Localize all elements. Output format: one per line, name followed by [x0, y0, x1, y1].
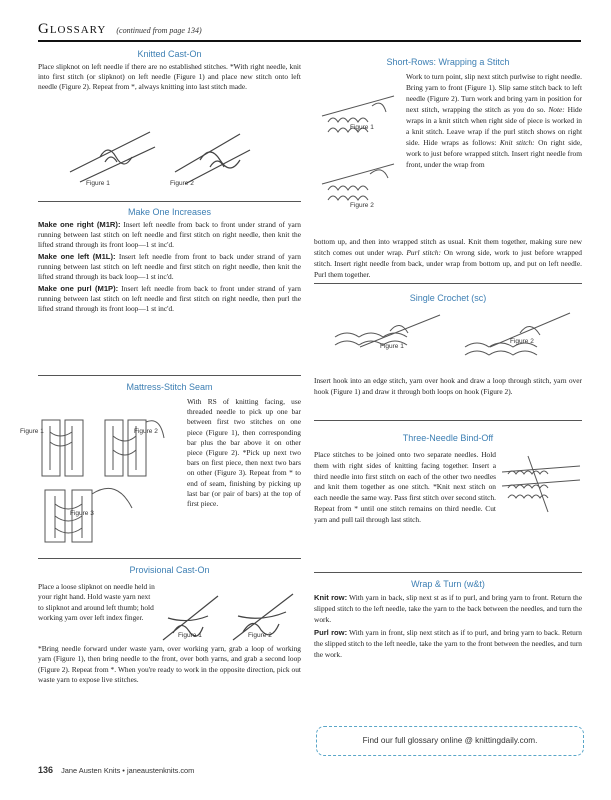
provisional-text-bottom: *Bring needle forward under waste yarn, over working yarn, grab a loop of working yarn (Figure 1), then bring needle to the front, over both yarns, and grab a second loop (Figure 2). Repeat from *. When you're ready to work in the opposite direction, pick out waste yarn to expose live stitches.: [38, 644, 301, 684]
page-footer: [38, 765, 194, 775]
section-wrap-turn: [314, 578, 582, 660]
section-title: Single Crochet (sc): [409, 293, 487, 303]
section-divider: [314, 283, 582, 284]
knit-row-label: Knit row:: [314, 593, 348, 602]
m1r-text: Insert left needle from back to front under strand of yarn running between last stitch on left needle and first stitch on right needle, then knit the lifted strand through its front loop—1 st inc'd.: [38, 220, 301, 249]
single-crochet-text: Insert hook into an edge stitch, yarn over hook and draw a loop through stitch, yarn over hook (Figure 1) and draw it through both loops on hook (Figure 2).: [314, 376, 582, 396]
glossary-online-link[interactable]: Find our full glossary online @ knittingdaily.com.: [316, 726, 584, 756]
section-make-one: [38, 206, 301, 314]
knit-row-paragraph: [314, 592, 582, 625]
continued-note: (continued from page 134): [116, 26, 202, 35]
purl-stitch-text: On wrong side, work to just before wrapped stitch. Insert right needle from back, under wrap from bottom up, and put on left needle. Purl them together.: [314, 248, 582, 279]
section-divider: [314, 420, 582, 421]
figure-label: Figure 3: [70, 510, 94, 517]
knit-stitch-text-b: bottom up, and then into wrapped stitch as usual. Knit them together, making sure new stitch comes out under wrap.: [314, 237, 582, 257]
section-divider: [38, 558, 301, 559]
section-mattress: [38, 381, 301, 393]
section-short-rows: [314, 56, 582, 68]
mattress-stitch-illustration: [20, 412, 185, 547]
figure-label: Figure 1: [178, 632, 202, 639]
purl-row-text: With yarn in front, slip next stitch as if to purl, and bring yarn to back. Return the slipped stitch to the left needle, take the yarn to the front between the needles, and turn the work.: [314, 628, 582, 659]
figure-label: Figure 2: [134, 428, 158, 435]
page-number: 136: [38, 765, 54, 775]
section-title: Wrap & Turn (w&t): [411, 579, 485, 589]
section-divider: [38, 375, 301, 376]
note-label: Note:: [548, 105, 565, 114]
m1p-paragraph: [38, 284, 301, 314]
figure-label: Figure 1: [86, 180, 110, 187]
purl-row-label: Purl row:: [314, 628, 348, 637]
section-single-crochet: [314, 292, 582, 304]
figure-label: Figure 2: [170, 180, 194, 187]
figure-label: Figure 1: [350, 124, 374, 131]
section-divider: [38, 201, 301, 202]
page-header: [38, 20, 578, 42]
m1l-label: Make one left (M1L):: [38, 252, 116, 261]
knit-stitch-label: Knit stitch:: [499, 138, 535, 147]
mattress-text: With RS of knitting facing, use threaded needle to pick up one bar between first two stitches on one piece (Figure 1), then corresponding bar plus the bar above it on other piece (Figure 2). *Pick up next two bars on first piece, then next two bars on other (Figure 3). Repeat from * to end of seam, finishing by picking up last bar (or pair of bars) at the top of first piece.: [187, 397, 301, 509]
section-provisional: [38, 564, 301, 576]
short-rows-text: [406, 71, 582, 170]
knit-row-text: With yarn in back, slip next st as if to purl, and bring yarn to front. Return the slipped stitch to the left needle, take the yarn to the back between the needles, and turn the work.: [314, 593, 583, 624]
figure-label: Figure 2: [350, 202, 374, 209]
section-divider: [314, 572, 582, 573]
section-knitted-cast-on: [38, 48, 301, 92]
figure-label: Figure 1: [380, 343, 404, 350]
note-text: Hide wraps in a knit stitch when right side of piece is worked in a knit stitch. Leave wrap if the purl stitch shows on right side. Hide wraps as follows:: [406, 105, 582, 147]
provisional-text-top: Place a loose slipknot on needle held in your right hand. Hold waste yarn next to slipknot and around left thumb; hold working yarn over left index finger.: [38, 582, 155, 622]
purl-row-paragraph: [314, 627, 582, 660]
figure-label: Figure 2: [510, 338, 534, 345]
m1r-label: Make one right (M1R):: [38, 220, 121, 229]
purl-stitch-label: Purl stitch:: [406, 248, 441, 257]
section-text: Place slipknot on left needle if there are no established stitches. *With right needle, knit into first stitch (or slipknot) on left needle (Figure 1) and place new stitch onto left needle (Figure 2). Repeat from *, always knitting into last stitch made.: [38, 62, 301, 91]
three-needle-illustration: [498, 452, 584, 522]
figure-label: Figure 2: [248, 632, 272, 639]
single-crochet-illustration: [330, 307, 575, 362]
knit-stitch-text-a: On right side, work to just before wrapped stitch. Insert right needle from front, under the wrap from: [406, 138, 582, 169]
section-title: Make One Increases: [127, 207, 212, 217]
section-title: Mattress-Stitch Seam: [126, 382, 213, 392]
provisional-cast-on-illustration: [158, 588, 303, 648]
m1r-paragraph: [38, 220, 301, 250]
footer-text: Jane Austen Knits • janeaustenknits.com: [61, 766, 195, 775]
short-rows-intro: Work to turn point, slip next stitch purlwise to right needle. Bring yarn to front (Figure 1). Slip same stitch back to left needle (Figure 2). Turn work and bring yarn in position for next stitch, wrapping the stitch as you do so.: [406, 72, 582, 114]
header-rule: [38, 40, 581, 42]
section-title: Knitted Cast-On: [137, 49, 202, 59]
section-title: Provisional Cast-On: [129, 565, 210, 575]
section-three-needle: [314, 432, 582, 444]
three-needle-text: Place stitches to be joined onto two separate needles. Hold them with right sides of knitting facing together. Insert a third needle into first stitch on each of the other two needles and knit them together as one stitch. *Knit next stitch on each needle the same way. Pass first stitch over second stitch. Repeat from * until one stitch remains on third needle. Cut yarn and pull tail through last stitch.: [314, 450, 496, 524]
section-title: Short-Rows: Wrapping a Stitch: [386, 57, 510, 67]
m1p-text: Insert left needle from back to front under strand of yarn running between last stitch on left needle and first stitch on right needle, then purl the lifted strand through its front loop—1 st inc'd.: [38, 284, 301, 313]
m1l-text: Insert left needle from front to back under strand of yarn running between last stitch on left needle and first stitch on right needle, then knit the lifted strand through its back loop—1 st inc'd.: [38, 252, 301, 281]
m1l-paragraph: [38, 252, 301, 282]
figure-label: Figure 1: [20, 428, 44, 435]
section-title: Three-Needle Bind-Off: [402, 433, 494, 443]
m1p-label: Make one purl (M1P):: [38, 284, 119, 293]
short-rows-text-wide: [314, 236, 582, 280]
page-title: Glossary: [38, 21, 107, 37]
